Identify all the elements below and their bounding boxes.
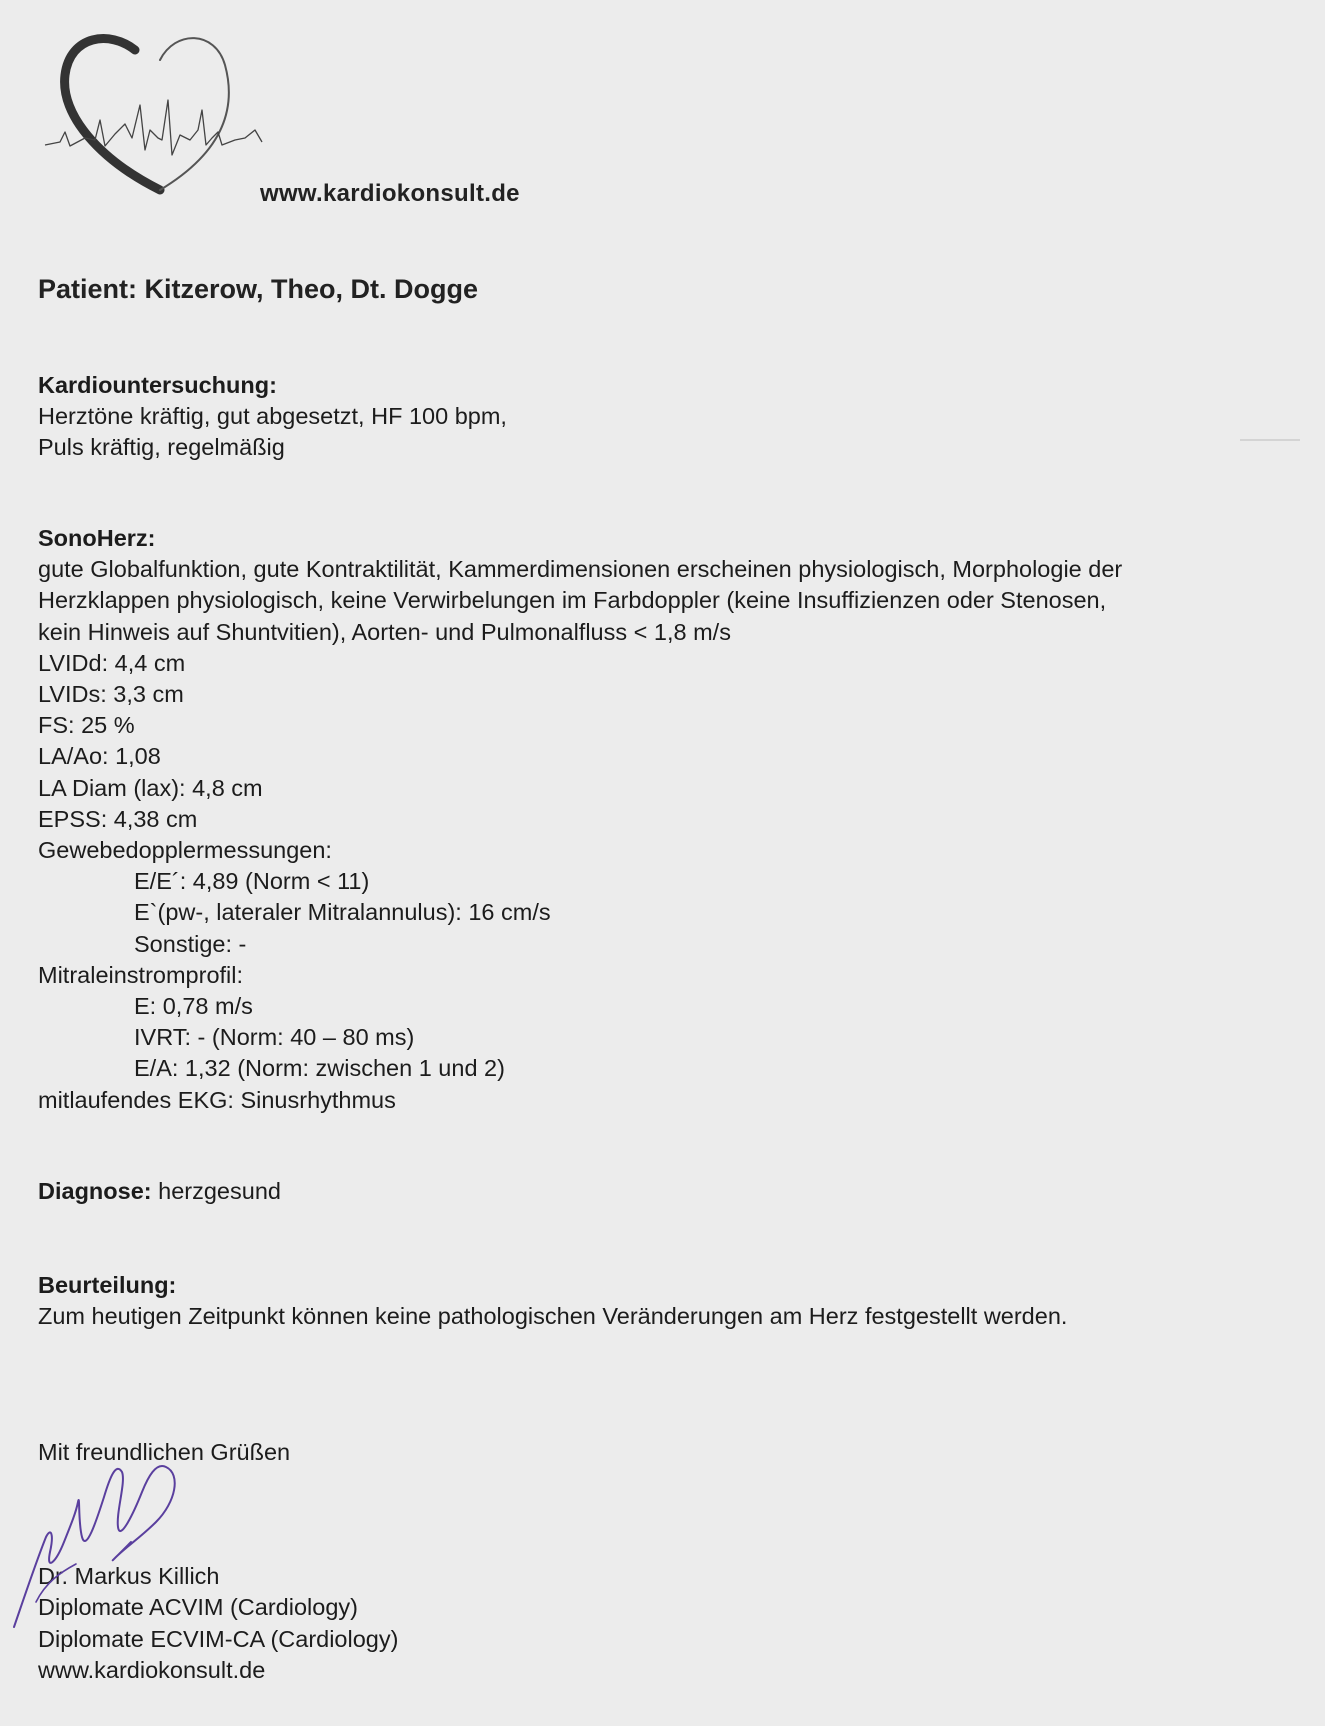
mitral-item: E: 0,78 m/s [134,993,253,1020]
closing-greeting: Mit freundlichen Grüßen [38,1439,291,1465]
kardio-section [38,370,507,464]
closing-website[interactable]: www.kardiokonsult.de [38,1656,266,1683]
measurement-lvidd: LVIDd: 4,4 cm [38,649,186,676]
beurteilung-section [38,1270,1067,1332]
header-website[interactable]: www.kardiokonsult.de [260,180,520,207]
tissue-doppler-item: E/E´: 4,89 (Norm < 11) [134,868,370,895]
sono-line: kein Hinweis auf Shuntvitien), Aorten- und Pulmonalfluss < 1,8 m/s [38,618,731,645]
kardio-heading: Kardiountersuchung: [38,372,277,398]
patient-title: Patient: Kitzerow, Theo, Dt. Dogge [38,274,479,304]
sono-line: Herzklappen physiologisch, keine Verwirbelungen im Farbdoppler (keine Insuffizienzen oder Stenosen, [38,587,1107,614]
kardio-line: Puls kräftig, regelmäßig [38,434,285,461]
tissue-doppler-item: Sonstige: - [134,930,247,957]
mitral-item: IVRT: - (Norm: 40 – 80 ms) [134,1024,415,1051]
tissue-doppler-label: Gewebedopplermessungen: [38,837,332,864]
measurement-epss: EPSS: 4,38 cm [38,805,198,832]
heart-ecg-logo-icon [40,20,270,210]
diagnose-heading: Diagnose: [38,1178,152,1204]
sono-section [38,523,1122,1116]
measurement-la-ao: LA/Ao: 1,08 [38,743,161,770]
handwritten-signature [6,1442,226,1632]
scan-artifact [1240,438,1300,442]
kardio-line: Herztöne kräftig, gut abgesetzt, HF 100 bpm, [38,403,507,430]
signer-title-acvim: Diplomate ACVIM (Cardiology) [38,1594,358,1621]
mitral-item: E/A: 1,32 (Norm: zwischen 1 und 2) [134,1055,505,1082]
beurteilung-heading: Beurteilung: [38,1272,177,1298]
sono-heading: SonoHerz: [38,525,156,551]
beurteilung-text: Zum heutigen Zeitpunkt können keine pathologischen Veränderungen am Herz festgestellt werden. [38,1303,1068,1330]
measurement-fs: FS: 25 % [38,712,135,739]
diagnose-section [38,1176,281,1207]
signer-name: Dr. Markus Killich [38,1563,220,1590]
measurement-lvids: LVIDs: 3,3 cm [38,681,184,708]
tissue-doppler-item: E`(pw-, lateraler Mitralannulus): 16 cm/s [134,899,551,926]
sono-line: gute Globalfunktion, gute Kontraktilität, Kammerdimensionen erscheinen physiologisch, Morphologie der [38,556,1123,583]
signer-title-ecvim: Diplomate ECVIM-CA (Cardiology) [38,1625,399,1652]
measurement-la-diam: LA Diam (lax): 4,8 cm [38,774,263,801]
diagnose-value: herzgesund [158,1178,281,1204]
mitral-label: Mitraleinstromprofil: [38,961,244,988]
ekg-line: mitlaufendes EKG: Sinusrhythmus [38,1086,396,1113]
